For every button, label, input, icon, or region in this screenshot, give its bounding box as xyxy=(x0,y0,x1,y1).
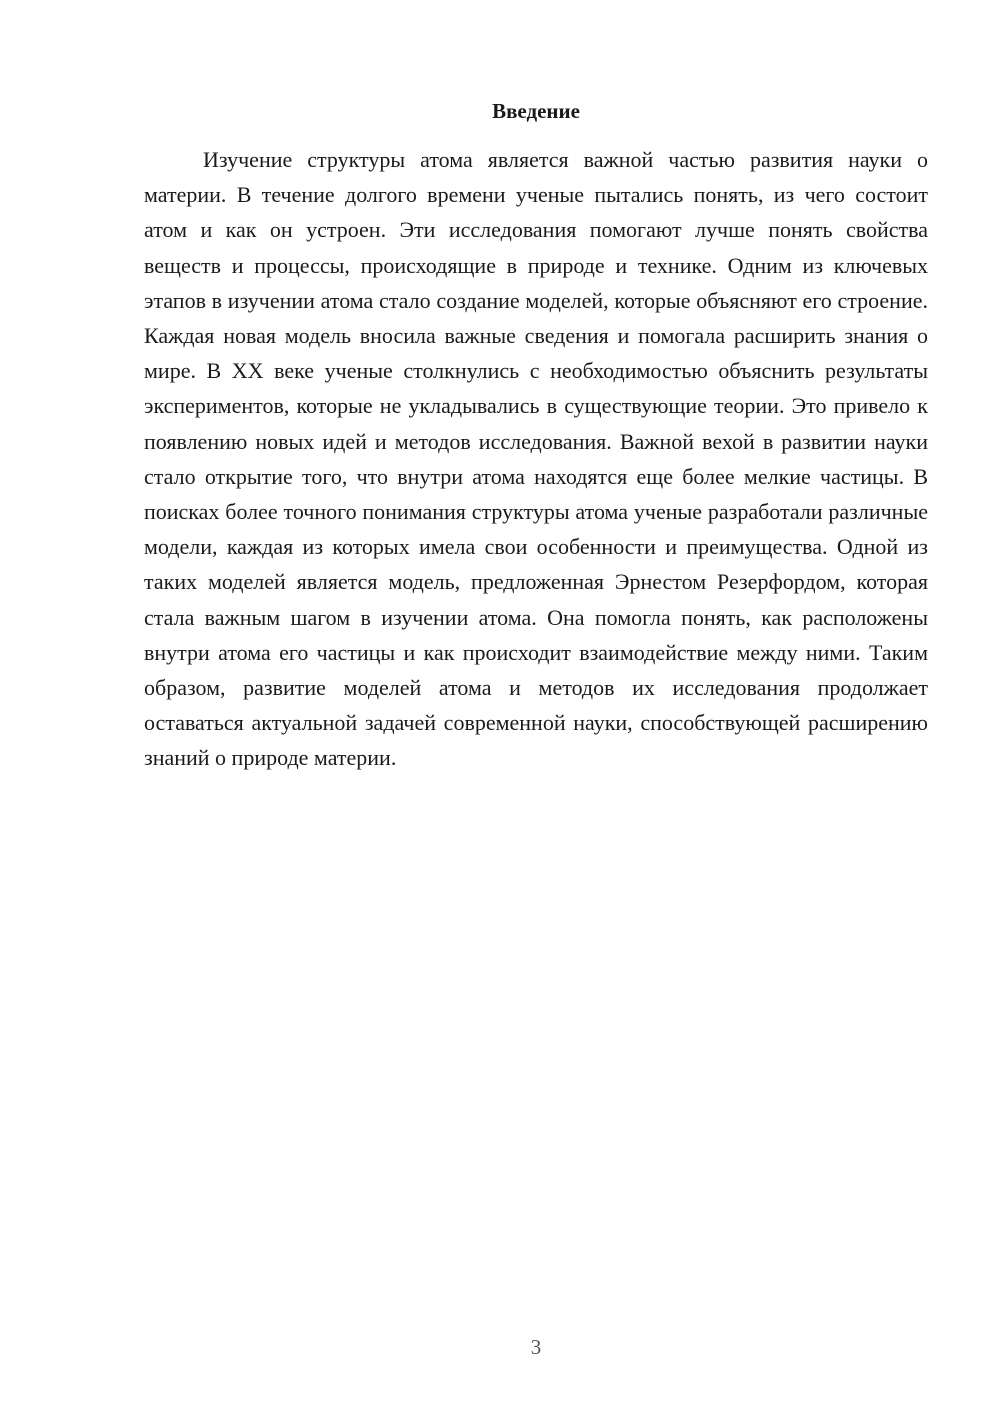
page-number: 3 xyxy=(530,1335,542,1359)
section-title: Введение xyxy=(492,99,580,123)
body-paragraph: Изучение структуры атома является важной частью развития науки о материи. В течение долгого времени ученые пытались понять, из чего состоит атом и как он устроен. Эти исследования помогают лучше понять свойства веществ и процессы, происходящие в природе и технике. Одним из ключевых этапов в изучении атома стало создание моделей, которые объясняют его строение. Каждая новая модель вносила важные сведения и помогала расширить знания о мире. В XX веке ученые столкнулись с необходимостью объяснить результаты экспериментов, которые не укладывались в существующие теории. Это привело к появлению новых идей и методов исследования. Важной вехой в развитии науки стало открытие того, что внутри атома находятся еще более мелкие частицы. В поисках более точного понимания структуры атома ученые разработали различные модели, каждая из которых имела свои особенности и преимущества. Одной из таких моделей является модель, предложенная Эрнестом Резерфордом, которая стала важным шагом в изучении атома. Она помогла понять, как расположены внутри атома его частицы и как происходит взаимодействие между ними. Таким образом, развитие моделей атома и методов их исследования продолжает оставаться актуальной задачей современной науки, способствующей расширению знаний о природе материи. xyxy=(144,147,928,771)
